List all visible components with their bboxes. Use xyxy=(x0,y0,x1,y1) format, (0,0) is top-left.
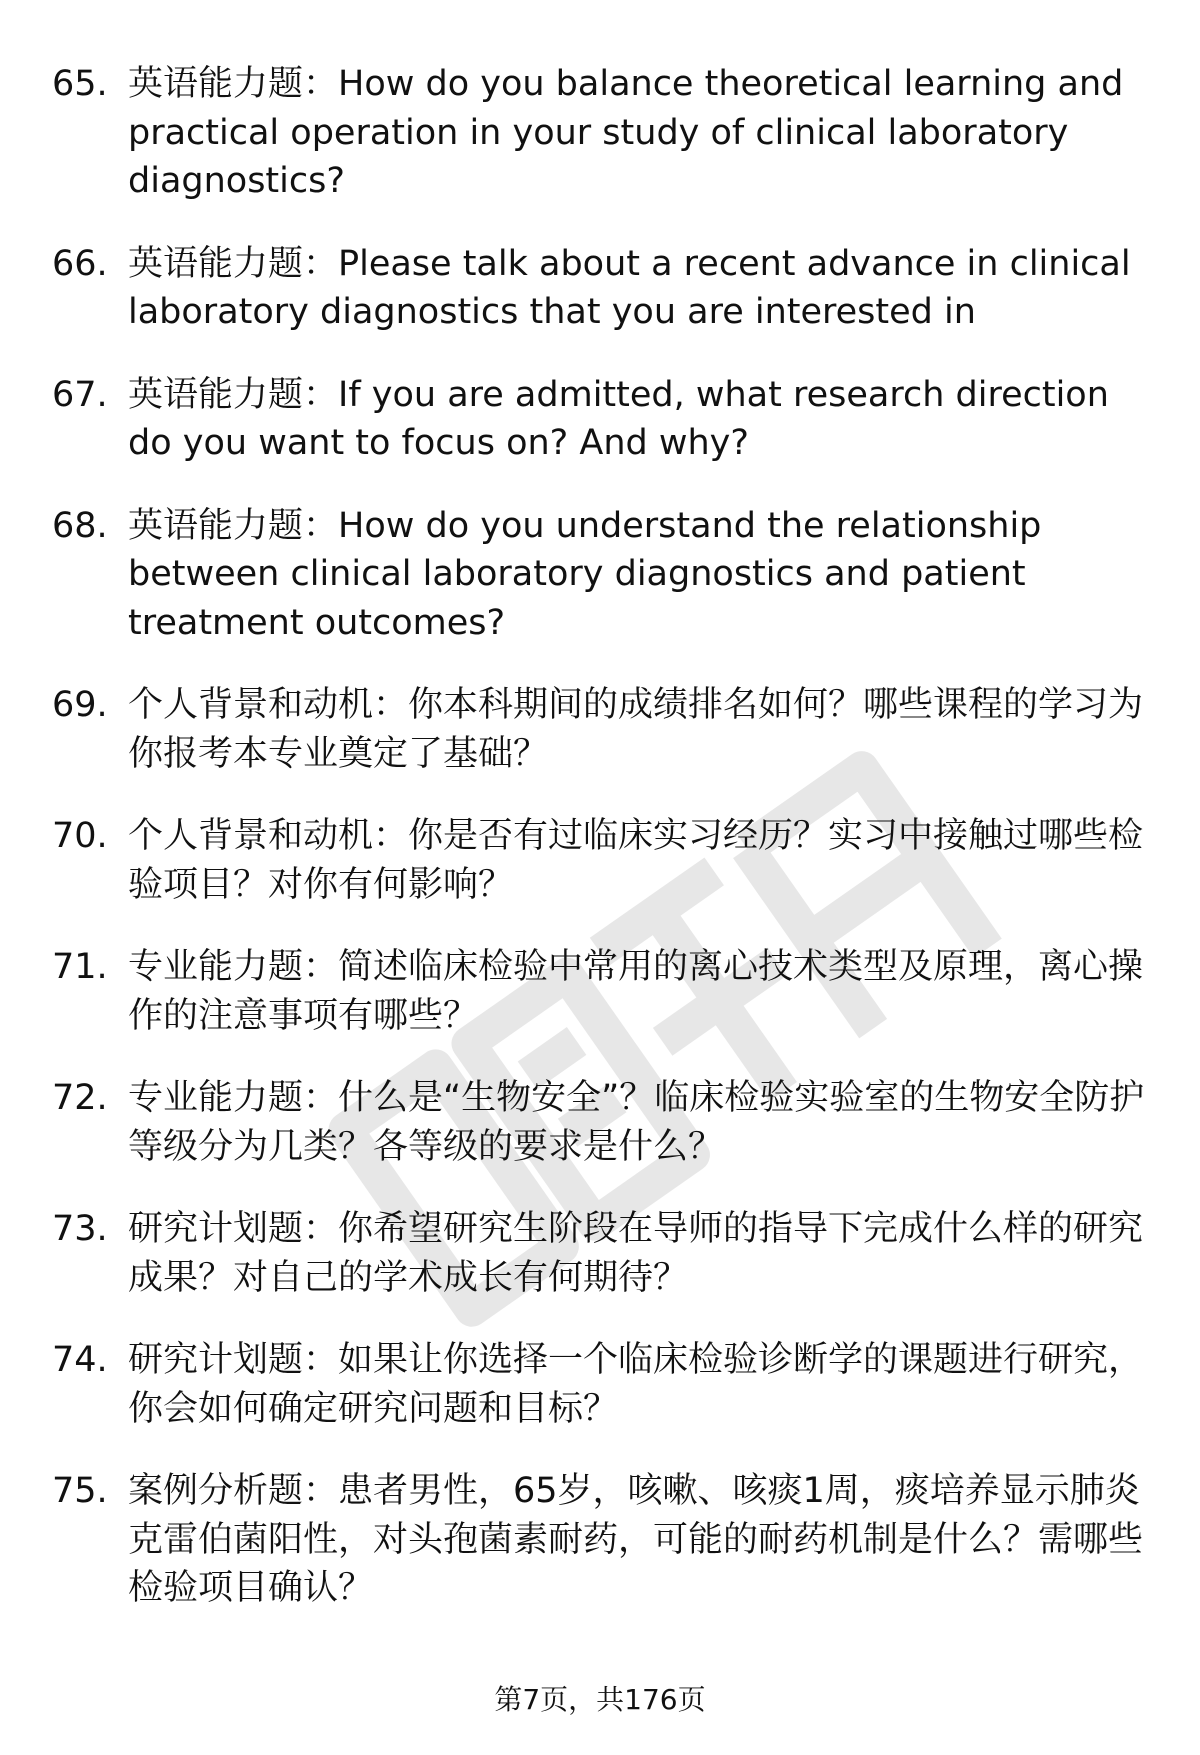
question-number: 68. xyxy=(52,505,108,546)
question-number: 73. xyxy=(52,1209,108,1249)
question-text: 专业能力题：简述临床检验中常用的离心技术类型及原理，离心操作的注意事项有哪些？ xyxy=(128,947,1144,1036)
question-text: 英语能力题：How do you understand the relationship between clinical laboratory diagnostics and patient treatment outcomes? xyxy=(128,505,1042,643)
page-number-label: 第7页，共176页 xyxy=(494,1683,706,1716)
question-number: 70. xyxy=(52,816,108,856)
question-number: 75. xyxy=(52,1471,108,1511)
question-item xyxy=(52,240,1162,337)
question-list xyxy=(52,60,1162,1647)
question-item xyxy=(52,943,1162,1040)
question-item xyxy=(52,1074,1162,1171)
question-number: 65. xyxy=(52,64,108,104)
question-number: 69. xyxy=(52,685,108,725)
question-text: 英语能力题：Please talk about a recent advance in clinical laboratory diagnostics that you are interested in xyxy=(128,243,1131,332)
question-item xyxy=(52,681,1162,778)
question-text: 英语能力题：How do you balance theoretical learning and practical operation in your study of clinical laboratory diagnostics? xyxy=(128,64,1124,201)
question-number: 71. xyxy=(52,947,108,987)
question-number: 74. xyxy=(52,1340,108,1380)
question-text: 专业能力题：什么是“生物安全”？临床检验实验室的生物安全防护等级分为几类？各等级的要求是什么？ xyxy=(128,1078,1145,1167)
question-text: 案例分析题：患者男性，65岁，咳嗽、咳痰1周，痰培养显示肺炎克雷伯菌阳性，对头孢菌素耐药，可能的耐药机制是什么？需哪些检验项目确认？ xyxy=(128,1471,1144,1608)
question-text: 研究计划题：如果让你选择一个临床检验诊断学的课题进行研究，你会如何确定研究问题和目标？ xyxy=(128,1340,1144,1429)
question-item xyxy=(52,1467,1162,1613)
question-text: 个人背景和动机：你本科期间的成绩排名如何？哪些课程的学习为你报考本专业奠定了基础？ xyxy=(128,685,1144,774)
question-item xyxy=(52,812,1162,909)
page-footer xyxy=(0,1680,1200,1720)
question-item xyxy=(52,1205,1162,1302)
question-item xyxy=(52,371,1162,468)
question-text: 个人背景和动机：你是否有过临床实习经历？实习中接触过哪些检验项目？对你有何影响？ xyxy=(128,816,1144,905)
question-number: 66. xyxy=(52,243,108,284)
question-item xyxy=(52,60,1162,206)
question-item xyxy=(52,502,1162,648)
question-number: 67. xyxy=(52,374,108,415)
question-text: 英语能力题：If you are admitted, what research direction do you want to focus on? And why? xyxy=(128,374,1109,463)
question-text: 研究计划题：你希望研究生阶段在导师的指导下完成什么样的研究成果？对自己的学术成长有何期待？ xyxy=(128,1209,1144,1298)
question-number: 72. xyxy=(52,1078,108,1118)
question-item xyxy=(52,1336,1162,1433)
